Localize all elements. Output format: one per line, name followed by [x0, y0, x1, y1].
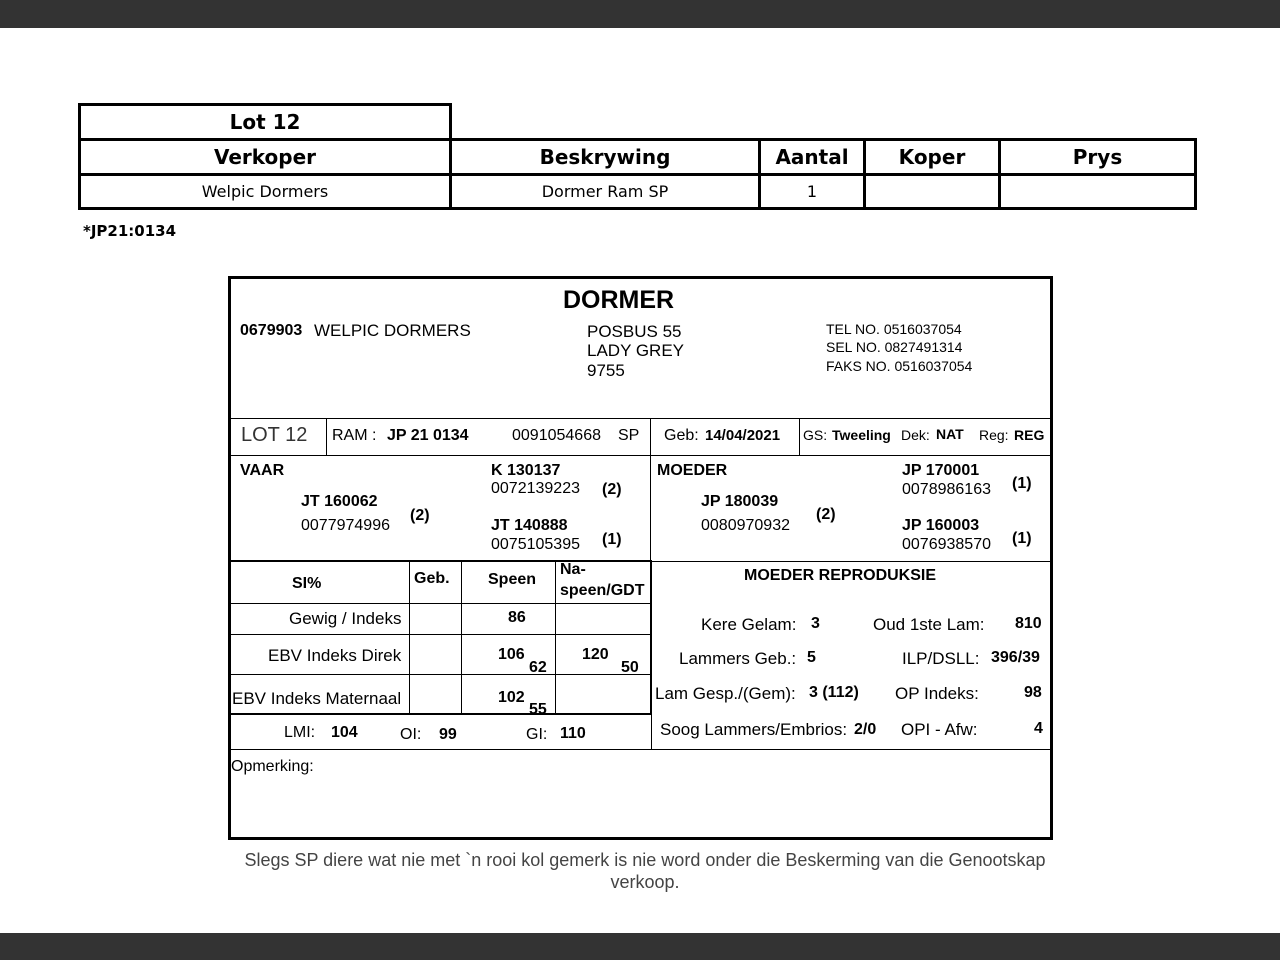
soog-value: 2/0 [854, 721, 877, 738]
gesp-value: 3 (112) [809, 684, 859, 701]
direk-speen-sub: 62 [529, 659, 547, 676]
table-row [80, 175, 1196, 209]
ram-number: 0091054668 [512, 427, 601, 444]
kere-label: Kere Gelam: [701, 615, 797, 634]
sire-grandsire-id: K 130137 [491, 462, 561, 479]
gesp-label: Lam Gesp./(Gem): [655, 684, 796, 703]
bottom-bar [0, 933, 1280, 960]
lmi-value: 104 [331, 724, 358, 741]
opi-label: OPI - Afw: [901, 720, 978, 739]
geb-label: Geb: [664, 427, 699, 444]
naspeen-header-2: speen/GDT [560, 582, 645, 599]
dam-grandsire-count: (1) [1012, 475, 1032, 492]
pedigree-card [228, 276, 1053, 840]
sire-grandsire-count: (2) [602, 481, 622, 498]
direk-speen: 106 [498, 646, 525, 663]
cell-prys [1000, 175, 1196, 209]
dam-granddam-number: 0076938570 [902, 536, 991, 553]
row-label-gewig: Gewig / Indeks [289, 609, 402, 628]
header-prys: Prys [1000, 140, 1196, 175]
address-line-1: POSBUS 55 [587, 322, 682, 341]
lot-label: LOT 12 [241, 424, 308, 446]
dam-granddam-count: (1) [1012, 530, 1032, 547]
dam-grandsire-id: JP 170001 [902, 462, 980, 479]
header-koper: Koper [865, 140, 1000, 175]
soog-label: Soog Lammers/Embrios: [660, 720, 848, 739]
tel-no: TEL NO. 0516037054 [826, 321, 962, 337]
cell-beskrywing: Dormer Ram SP [451, 175, 760, 209]
breeder-name: WELPIC DORMERS [314, 321, 471, 340]
address-line-3: 9755 [587, 361, 625, 380]
lammers-label: Lammers Geb.: [679, 649, 797, 668]
sire-grandsire-number: 0072139223 [491, 480, 580, 497]
breeder-number: 0679903 [240, 322, 303, 339]
sire-granddam-id: JT 140888 [491, 517, 568, 534]
address-line-2: LADY GREY [587, 341, 685, 360]
cell-aantal: 1 [760, 175, 865, 209]
row-label-maternaal: EBV Indeks Maternaal [232, 689, 402, 708]
gs-value: Tweeling [832, 427, 891, 443]
sire-granddam-count: (1) [602, 531, 622, 548]
sel-no: SEL NO. 0827491314 [826, 339, 963, 355]
oi-label: OI: [400, 726, 422, 743]
opi-value: 4 [1034, 720, 1043, 737]
header-beskrywing: Beskrywing [451, 140, 760, 175]
dek-value: NAT [936, 426, 964, 442]
lot-table-header [80, 140, 1196, 175]
sire-count: (2) [410, 507, 430, 524]
reg-label: Reg: [979, 427, 1009, 443]
ram-id: JP 21 0134 [387, 427, 469, 444]
lot-table [78, 103, 1197, 210]
speen-header: Speen [488, 571, 537, 588]
opmerking-label: Opmerking: [231, 758, 314, 775]
dam-count: (2) [816, 506, 836, 523]
top-bar [0, 0, 1280, 28]
geb-header: Geb. [414, 570, 450, 587]
sire-id: JT 160062 [301, 493, 378, 510]
lammers-value: 5 [807, 649, 816, 666]
row-label-direk: EBV Indeks Direk [268, 646, 402, 665]
cell-verkoper: Welpic Dormers [80, 175, 451, 209]
ram-label: RAM : [332, 427, 377, 444]
direk-naspeen-sub: 50 [621, 659, 639, 676]
si-header: SI% [292, 575, 322, 592]
lot-title: Lot 12 [80, 105, 451, 140]
dek-label: Dek: [901, 427, 930, 443]
naspeen-header-1: Na- [560, 561, 586, 578]
sire-number: 0077974996 [301, 517, 390, 534]
gewig-speen: 86 [508, 609, 526, 626]
op-value: 98 [1024, 684, 1042, 701]
footer-note: Slegs SP diere wat nie met `n rooi kol gemerk is nie word onder die Beskerming van die Genootskap verkoop. [244, 850, 1046, 892]
animal-tag: *JP21:0134 [83, 222, 177, 240]
dam-granddam-id: JP 160003 [902, 517, 980, 534]
breed-title: DORMER [563, 286, 675, 314]
dam-number: 0080970932 [701, 517, 790, 534]
dam-id: JP 180039 [701, 493, 779, 510]
birth-date: 14/04/2021 [705, 427, 781, 444]
oud-label: Oud 1ste Lam: [873, 615, 985, 634]
gi-value: 110 [560, 725, 586, 742]
oi-value: 99 [439, 726, 457, 743]
cell-koper [865, 175, 1000, 209]
ilp-value: 396/39 [991, 649, 1040, 666]
header-verkoper: Verkoper [80, 140, 451, 175]
ilp-label: ILP/DSLL: [902, 649, 980, 668]
maternaal-speen: 102 [498, 689, 525, 706]
direk-naspeen: 120 [582, 646, 609, 663]
header-aantal: Aantal [760, 140, 865, 175]
sire-label: VAAR [240, 462, 285, 479]
op-label: OP Indeks: [895, 684, 979, 703]
faks-no: FAKS NO. 0516037054 [826, 358, 973, 374]
maternaal-speen-sub: 55 [529, 701, 547, 718]
gi-label: GI: [526, 726, 548, 743]
repro-title: MOEDER REPRODUKSIE [744, 567, 937, 584]
reg-value: REG [1014, 427, 1045, 443]
ram-grade: SP [618, 427, 640, 444]
oud-value: 810 [1015, 615, 1042, 632]
gs-label: GS: [803, 427, 828, 443]
kere-value: 3 [811, 615, 820, 632]
sire-granddam-number: 0075105395 [491, 536, 580, 553]
dam-grandsire-number: 0078986163 [902, 481, 991, 498]
lmi-label: LMI: [284, 724, 316, 741]
dam-label: MOEDER [657, 462, 728, 479]
